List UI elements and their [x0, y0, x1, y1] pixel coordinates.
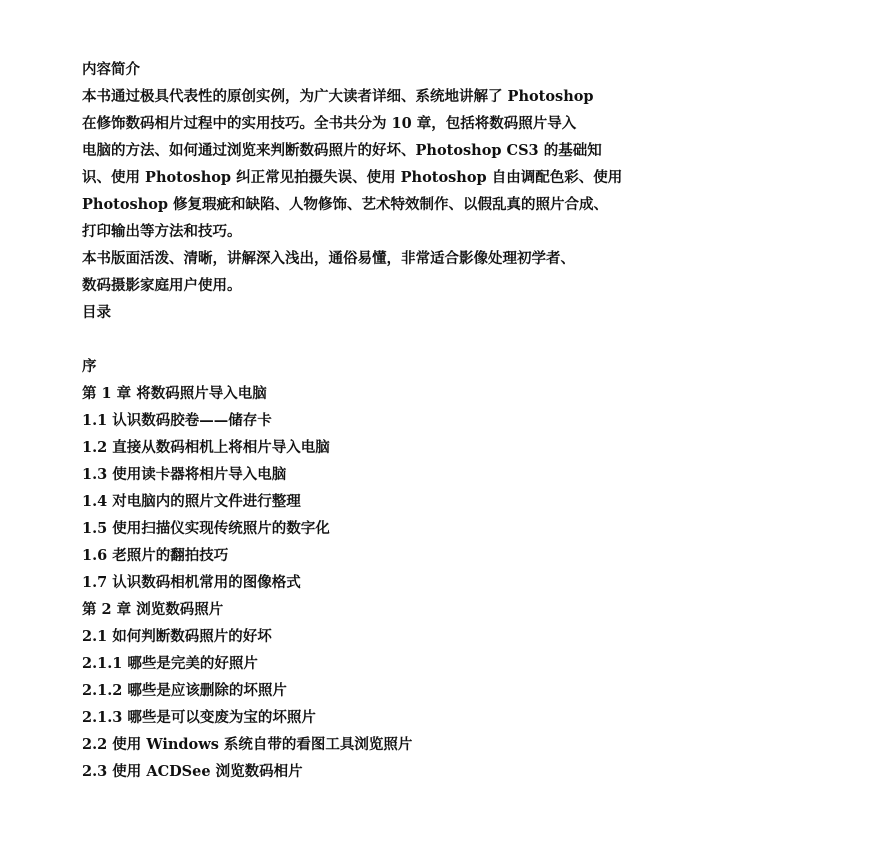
paragraph-line: 识、使用 Photoshop 纠正常见拍摄失误、使用 Photoshop 自由调配色彩、使用 [82, 169, 623, 186]
toc-heading: 目录 [82, 304, 111, 321]
toc-entry: 2.1 如何判断数码照片的好坏 [82, 628, 272, 645]
summary-paragraph-1 [82, 83, 802, 245]
paragraph-line: 数码摄影家庭用户使用。 [82, 277, 242, 294]
paragraph-line: 打印输出等方法和技巧。 [82, 223, 242, 240]
toc-list [82, 353, 802, 785]
toc-entry: 2.2 使用 Windows 系统自带的看图工具浏览照片 [82, 736, 413, 753]
toc-entry: 1.6 老照片的翻拍技巧 [82, 547, 229, 564]
toc-entry: 1.3 使用读卡器将相片导入电脑 [82, 466, 287, 483]
toc-entry: 1.7 认识数码相机常用的图像格式 [82, 574, 301, 591]
blank-line [82, 326, 802, 353]
paragraph-line: 在修饰数码相片过程中的实用技巧。全书共分为 10 章，包括将数码照片导入 [82, 115, 577, 132]
toc-entry: 1.2 直接从数码相机上将相片导入电脑 [82, 439, 330, 456]
toc-entry: 1.1 认识数码胶卷——储存卡 [82, 412, 272, 429]
toc-entry: 序 [82, 358, 97, 375]
paragraph-line: 本书版面活泼、清晰，讲解深入浅出，通俗易懂，非常适合影像处理初学者、 [82, 250, 575, 267]
toc-entry: 2.1.1 哪些是完美的好照片 [82, 655, 258, 672]
paragraph-line: 本书通过极具代表性的原创实例，为广大读者详细、系统地讲解了 Photoshop [82, 88, 594, 105]
toc-entry: 第 2 章 浏览数码照片 [82, 601, 224, 618]
toc-entry: 1.5 使用扫描仪实现传统照片的数字化 [82, 520, 330, 537]
toc-entry: 第 1 章 将数码照片导入电脑 [82, 385, 267, 402]
toc-entry: 2.1.2 哪些是应该删除的坏照片 [82, 682, 287, 699]
document-page [82, 56, 802, 785]
summary-heading: 内容简介 [82, 61, 140, 78]
toc-entry: 1.4 对电脑内的照片文件进行整理 [82, 493, 301, 510]
toc-entry: 2.3 使用 ACDSee 浏览数码相片 [82, 763, 303, 780]
toc-entry: 2.1.3 哪些是可以变废为宝的坏照片 [82, 709, 316, 726]
summary-paragraph-2 [82, 245, 802, 299]
paragraph-line: 电脑的方法、如何通过浏览来判断数码照片的好坏、Photoshop CS3 的基础知 [82, 142, 602, 159]
paragraph-line: Photoshop 修复瑕疵和缺陷、人物修饰、艺术特效制作、以假乱真的照片合成、 [82, 196, 609, 213]
